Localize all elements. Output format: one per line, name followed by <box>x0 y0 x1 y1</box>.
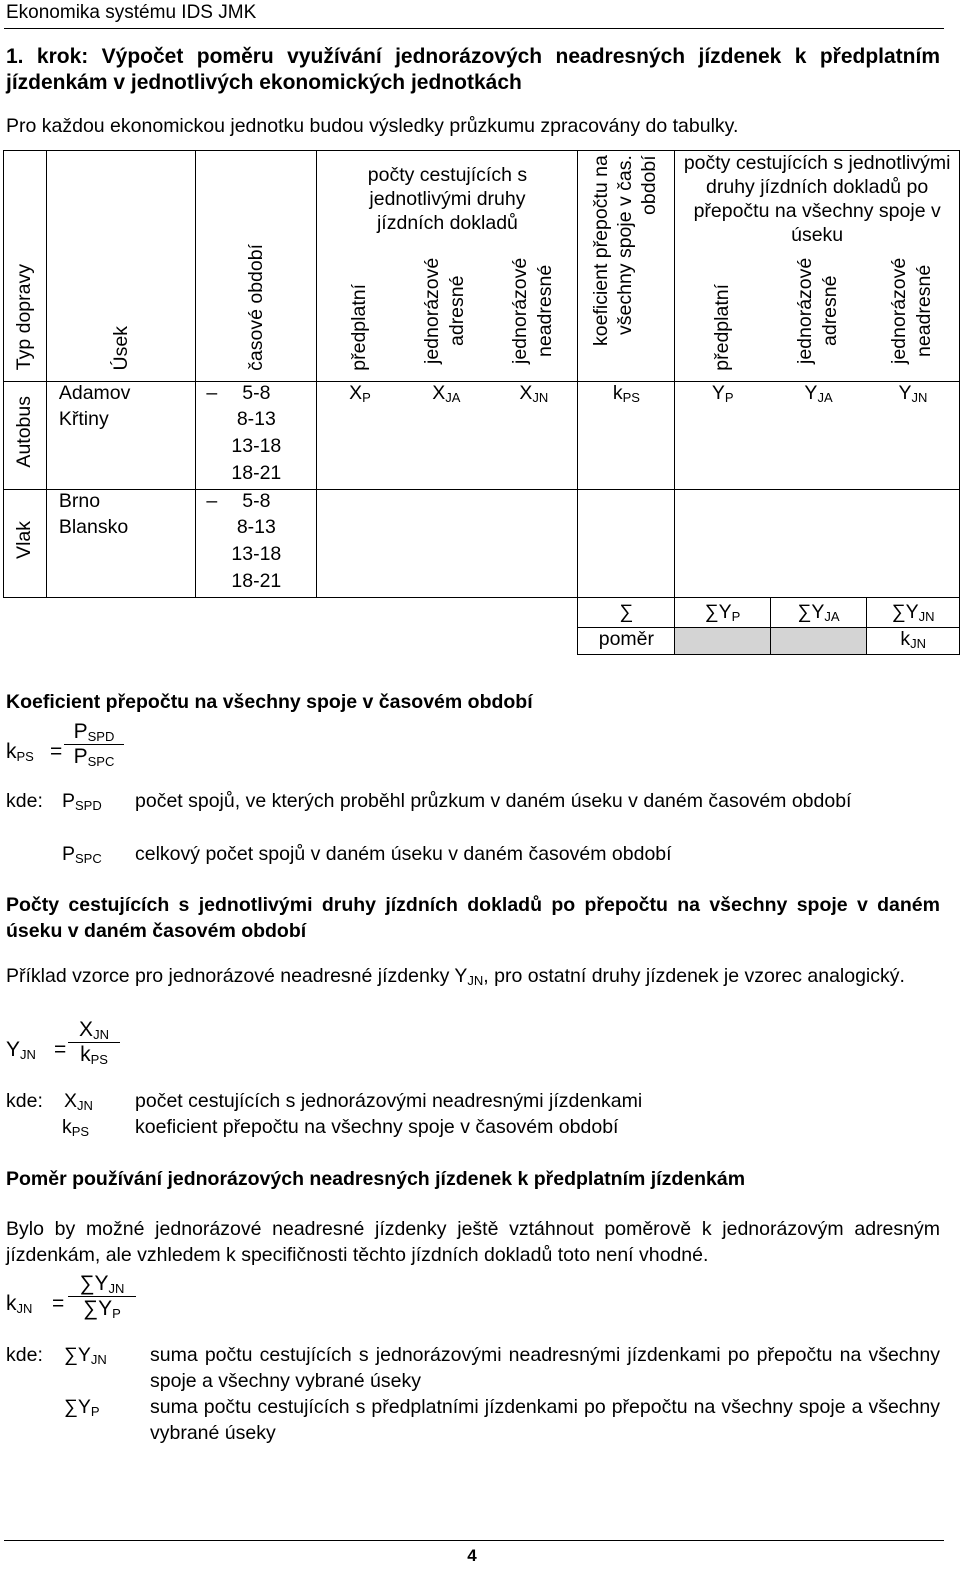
col-koeficient: koeficient přepočtu na všechny spoje v čas. období <box>590 154 661 346</box>
koef-kde: kde: <box>6 790 43 812</box>
period: 8-13 <box>196 408 317 435</box>
period: 5-8 <box>196 381 317 408</box>
grey-cell <box>675 627 770 654</box>
col2-predplatni: předplatní <box>711 283 734 371</box>
usek2-from: Brno <box>58 489 101 512</box>
usek2-to: Blansko <box>46 516 195 543</box>
table-row <box>4 435 960 462</box>
period: 13-18 <box>196 543 317 570</box>
table-row <box>4 462 960 489</box>
col-jednorazove-adresne: jednorázové adresné <box>421 257 469 364</box>
pomer-heading: Poměr používání jednorázových neadresných jízdenek k předplatním jízdenkám <box>6 1168 746 1190</box>
col-casove-obdobi: časové období <box>244 243 267 371</box>
col-usek: Úsek <box>109 326 132 371</box>
def-pspd-text: počet spojů, ve kterých proběhl průzkum v daném úseku v daném časovém období <box>135 790 852 812</box>
def-kps-text: koeficient přepočtu na všechny spoje v časovém období <box>135 1116 619 1138</box>
col2-jednorazove-neadresne: jednorázové neadresné <box>887 257 935 364</box>
type-autobus: Autobus <box>13 396 36 468</box>
group-pocty: počty cestujících s jednotlivými druhy jízdních dokladů <box>317 151 578 248</box>
usek1-from: Adamov <box>58 381 131 404</box>
step-heading: 1. krok: Výpočet poměru využívání jednorázových neadresných jízdenek k předplatním jízdenkám v jednotlivých ekonomických jednotkách <box>6 45 940 94</box>
pocty-text: Příklad vzorce pro jednorázové neadresné jízdenky $Y_{JN}$, pro ostatní druhy jízdenek je vzorec analogický. <box>6 965 905 988</box>
kjn-label: k <box>900 627 911 650</box>
header-rule <box>4 28 944 29</box>
table-row: Autobus Adamov – 5-8 $X_P$ $X_{JA}$ $X_{JN}$ $k_{PS}$ $Y_P$ $Y_{JA}$ $Y_{JN}$ <box>4 381 960 408</box>
sum-row: ∑ $\sum Y_P$ $\sum Y_{JA}$ $\sum Y_{JN}$ <box>4 597 960 627</box>
sum-yp: ∑Y <box>704 600 732 623</box>
pomer-text: Bylo by možné jednorázové neadresné jízdenky ještě vztáhnout poměrově k jednorázovým adresným jízdenkám, ale vzhledem k specifičnosti těchto jízdních dokladů toto není vhodné. <box>6 1218 940 1266</box>
col2-jednorazove-adresne: jednorázové adresné <box>793 257 841 364</box>
table-row <box>4 570 960 597</box>
def-xjn-text: počet cestujících s jednorázovými neadresnými jízdenkami <box>135 1090 643 1112</box>
def-sum-yp-text: suma počtu cestujících s předplatními jízdenkami po přepočtu na všechny spoje a všechny vybrané úseky <box>150 1396 940 1444</box>
usek1-to: Křtiny <box>46 408 195 435</box>
period: 13-18 <box>196 435 317 462</box>
table-row <box>4 543 960 570</box>
def-sum-yjn-text: suma počtu cestujících s jednorázovými neadresnými jízdenkami po přepočtu na všechny spoje a všechny vybrané úseky <box>150 1344 940 1392</box>
col-jednorazove-neadresne: jednorázové neadresné <box>508 257 556 364</box>
type-vlak: Vlak <box>13 521 36 559</box>
usek2-dash: – <box>206 489 218 512</box>
period: 18-21 <box>196 570 317 597</box>
table-row <box>4 489 960 516</box>
def-pspd: P <box>62 790 76 812</box>
pomer-label: poměr <box>578 627 675 654</box>
pocty-kde: kde: <box>6 1090 43 1112</box>
running-header: Ekonomika systému IDS JMK <box>6 2 257 23</box>
grey-cell <box>770 627 867 654</box>
group-pocty-prepocet: počty cestujících s jednotlivými druhy jízdních dokladů po přepočtu na všechny spoje v úseku <box>675 151 960 248</box>
usek1-dash: – <box>206 381 218 404</box>
period: 8-13 <box>196 516 317 543</box>
col-predplatni: předplatní <box>348 283 371 371</box>
ratio-row: poměr $k_{JN}$ <box>4 627 960 654</box>
sum-yjn: ∑Y <box>891 600 919 623</box>
def-kps: k <box>62 1116 72 1138</box>
def-sum-yjn: ∑Y <box>64 1344 91 1366</box>
period: 5-8 <box>196 489 317 516</box>
intro-text: Pro každou ekonomickou jednotku budou výsledky průzkumu zpracovány do tabulky. <box>6 115 739 137</box>
def-pspc: P <box>62 843 76 865</box>
sum-yja: ∑Y <box>797 600 825 623</box>
def-pspc-text: celkový počet spojů v daném úseku v daném časovém období <box>135 843 672 865</box>
def-sum-yp: ∑Y <box>64 1396 91 1418</box>
col-typ-dopravy: Typ dopravy <box>13 264 36 371</box>
survey-table <box>3 150 960 655</box>
pocty-heading: Počty cestujících s jednotlivými druhy jízdních dokladů po přepočtu na všechny spoje v daném úseku v daném časovém období <box>6 894 940 942</box>
sum-symbol: ∑ <box>578 597 675 627</box>
footer-rule <box>4 1540 944 1541</box>
pomer-kde: kde: <box>6 1344 43 1366</box>
def-xjn: X <box>64 1090 78 1112</box>
period: 18-21 <box>196 462 317 489</box>
koef-heading: Koeficient přepočtu na všechny spoje v časovém období <box>6 691 533 713</box>
page-number: 4 <box>467 1546 477 1565</box>
table-row <box>4 408 960 435</box>
table-row <box>4 516 960 543</box>
